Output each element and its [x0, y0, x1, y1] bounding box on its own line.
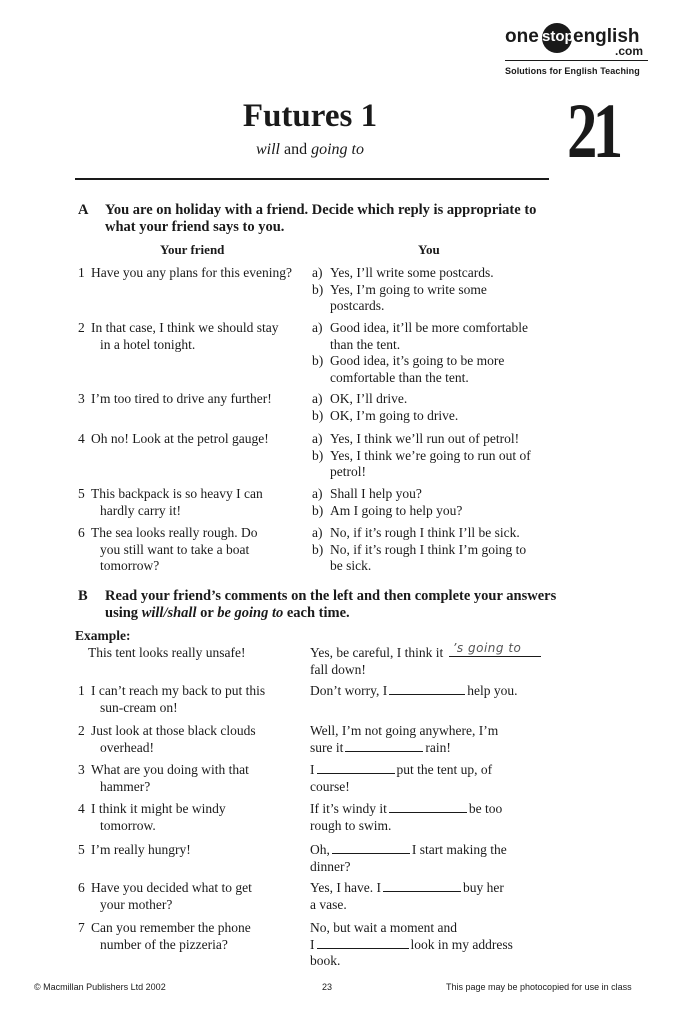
- option-b-text: [330, 448, 560, 481]
- friend-comment-line1: This backpack is so heavy I can: [91, 486, 263, 501]
- logo-com: .com: [615, 44, 644, 58]
- option-b-line2: petrol!: [330, 464, 366, 479]
- friend-comment-line1: I can’t reach my back to put this: [91, 683, 266, 698]
- option-b-text: [330, 408, 560, 425]
- example-label: Example:: [75, 628, 131, 643]
- option-b-line1: No, if it’s rough I think I’m going to: [330, 541, 527, 557]
- friend-comment-line2: your mother?: [100, 896, 173, 912]
- friend-comment-line1: I’m really hungry!: [91, 842, 191, 857]
- friend-comment-line1: I think it might be windy: [91, 801, 226, 816]
- friend-comment-line2: sun-cream on!: [100, 699, 178, 715]
- friend-comment-line1: The sea looks really rough. Do: [91, 525, 258, 540]
- answer-text: [310, 920, 560, 970]
- friend-comment-line2: you still want to take a boat: [100, 541, 250, 557]
- option-a-text: [330, 486, 560, 503]
- friend-comment-line2: in a hotel tonight.: [100, 336, 196, 352]
- option-a-text: [330, 320, 560, 353]
- option-a-line1: Good idea, it’ll be more comfortable: [330, 320, 528, 335]
- friend-comment: [91, 880, 306, 913]
- friend-comment-line1: Just look at those black clouds: [91, 723, 256, 738]
- friend-comment-line1: Can you remember the phone: [91, 920, 251, 935]
- option-a-letter: a): [312, 486, 323, 501]
- friend-comment-line1: Oh no! Look at the petrol gauge!: [91, 431, 269, 446]
- friend-comment-line2: overhead!: [100, 739, 154, 755]
- section-b-instruction: [105, 588, 565, 622]
- option-b-line1: Yes, I’m going to write some: [330, 281, 487, 297]
- answer-line2-start: course!: [310, 778, 350, 794]
- option-b-line2: postcards.: [330, 298, 385, 313]
- footer-note: This page may be photocopied for use in class: [446, 982, 632, 992]
- example-answer-blank: [449, 641, 541, 657]
- logo-tagline: Solutions for English Teaching: [505, 66, 640, 76]
- friend-comment: [91, 920, 306, 953]
- option-b-text: [330, 503, 560, 520]
- subtitle-going-to: going to: [311, 141, 364, 158]
- option-b-line1: Good idea, it’s going to be more: [330, 353, 505, 368]
- answer-line2-end: look in my address: [410, 936, 513, 952]
- answer-line1-end: buy her: [463, 880, 504, 895]
- exercise-a-item: [0, 525, 684, 585]
- page-title: Futures 1: [242, 98, 378, 134]
- option-b-text: [330, 353, 560, 386]
- answer-line1-start: I: [310, 762, 315, 777]
- friend-comment: [91, 801, 306, 834]
- section-b-instruction-text: Read your friend’s comments on the left and then complete your answers using: [105, 588, 557, 621]
- answer-line2-start: dinner?: [310, 858, 351, 874]
- section-b-or: or: [196, 605, 218, 621]
- item-number: 1: [78, 683, 85, 698]
- answer-line1-end: put the tent up, of: [396, 762, 493, 777]
- answer-blank: [383, 880, 461, 892]
- friend-comment: [91, 265, 306, 282]
- friend-comment: [91, 486, 306, 519]
- option-b-letter: b): [312, 447, 324, 463]
- example-right-line1: Yes, be careful, I think it: [310, 645, 444, 660]
- example-right: [310, 641, 560, 678]
- friend-comment: [91, 683, 306, 716]
- subtitle-will: will: [255, 141, 280, 158]
- answer-text: [310, 683, 560, 700]
- item-number: 4: [78, 801, 85, 816]
- section-b-be-going-to: be going to: [217, 605, 284, 621]
- item-number: 5: [78, 486, 85, 501]
- example-answer: ’s going to: [452, 641, 522, 655]
- section-b-letter: B: [78, 588, 88, 604]
- friend-comment: [91, 320, 306, 353]
- exercise-b-item: [0, 920, 684, 970]
- option-b-line1: Yes, I think we’re going to run out of: [330, 447, 531, 463]
- option-b-letter: b): [312, 407, 324, 423]
- answer-text: [310, 842, 560, 875]
- exercise-a-item: [0, 320, 684, 385]
- answer-line2-start: a vase.: [310, 896, 347, 912]
- section-a-instruction: You are on holiday with a friend. Decide which reply is appropriate to what your friend says to you.: [105, 202, 537, 235]
- option-b-letter: b): [312, 281, 324, 297]
- friend-comment-line2: number of the pizzeria?: [100, 936, 228, 952]
- option-b-text: [330, 282, 560, 315]
- onestopenglish-logo: [505, 24, 650, 80]
- column-header-friend: Your friend: [160, 242, 225, 257]
- option-a-letter: a): [312, 320, 323, 335]
- item-number: 6: [78, 880, 85, 895]
- exercise-a-item: [0, 431, 684, 491]
- answer-line1-start: No, but wait a moment and: [310, 920, 457, 935]
- answer-text: [310, 880, 560, 913]
- option-b-line1: Am I going to help you?: [330, 502, 463, 518]
- logo-one: one: [505, 26, 539, 47]
- item-number: 6: [78, 525, 85, 540]
- answer-line3: book.: [310, 953, 341, 968]
- option-a-line1: OK, I’ll drive.: [330, 391, 408, 406]
- answer-blank: [389, 683, 465, 695]
- column-header-you: You: [418, 242, 440, 257]
- answer-text: [310, 723, 560, 756]
- option-a-text: [330, 265, 560, 282]
- answer-blank: [317, 762, 395, 774]
- friend-comment-line1: Have you any plans for this evening?: [91, 265, 292, 280]
- answer-line2-end: rain!: [425, 739, 451, 755]
- answer-line1-start: Yes, I have. I: [310, 880, 381, 895]
- item-number: 2: [78, 723, 85, 738]
- friend-comment: [91, 723, 306, 756]
- option-b-letter: b): [312, 541, 324, 557]
- option-a-text: [330, 431, 560, 448]
- option-a-letter: a): [312, 431, 323, 446]
- header-divider: [75, 178, 549, 180]
- answer-blank: [389, 801, 467, 813]
- option-a-line1: Shall I help you?: [330, 486, 422, 501]
- option-a-line1: Yes, I’ll write some postcards.: [330, 265, 494, 280]
- section-a-letter: A: [78, 202, 89, 218]
- option-a-text: [330, 391, 560, 408]
- answer-blank: [332, 842, 410, 854]
- answer-line1-start: Oh,: [310, 842, 330, 857]
- answer-line1-end: be too: [468, 801, 503, 816]
- item-number: 1: [78, 265, 85, 280]
- friend-comment-line2: hammer?: [100, 778, 151, 794]
- option-b-letter: b): [312, 502, 324, 518]
- option-a-letter: a): [312, 265, 323, 280]
- logo-english: english: [573, 26, 640, 47]
- option-a-line1: No, if it’s rough I think I’ll be sick.: [330, 525, 520, 540]
- exercise-a-item: [0, 265, 684, 325]
- logo-divider: [505, 60, 648, 61]
- section-b-end: each time.: [283, 605, 350, 621]
- answer-line1-start: Don’t worry, I: [310, 683, 388, 698]
- option-a-line1: Yes, I think we’ll run out of petrol!: [330, 431, 520, 446]
- answer-line2-start: I: [310, 936, 315, 952]
- footer-page-number: 23: [322, 982, 333, 992]
- friend-comment-line1: Have you decided what to get: [91, 880, 252, 895]
- answer-line1-start: Well, I’m not going anywhere, I’m: [310, 723, 499, 738]
- answer-line1-start: If it’s windy it: [310, 801, 387, 816]
- friend-comment: [91, 762, 306, 795]
- friend-comment: [91, 431, 306, 448]
- item-number: 5: [78, 842, 85, 857]
- option-b-line2: be sick.: [330, 558, 372, 573]
- option-a-line2: than the tent.: [330, 336, 401, 352]
- option-b-text: [330, 542, 560, 575]
- answer-line2-start: rough to swim.: [310, 817, 392, 833]
- unit-number: 21: [567, 87, 619, 174]
- friend-comment-line1: I’m too tired to drive any further!: [91, 391, 272, 406]
- friend-comment: [91, 842, 306, 859]
- answer-line1-end: I start making the: [411, 842, 507, 857]
- answer-text: [310, 762, 560, 795]
- example-left: This tent looks really unsafe!: [88, 645, 246, 660]
- option-a-letter: a): [312, 525, 323, 540]
- logo-stop-circle: stop: [542, 23, 572, 53]
- item-number: 3: [78, 391, 85, 406]
- option-b-letter: b): [312, 353, 324, 368]
- friend-comment-line2: hardly carry it!: [100, 502, 181, 518]
- answer-line1-end: help you.: [467, 683, 518, 698]
- item-number: 3: [78, 762, 85, 777]
- answer-line2-start: sure it: [310, 739, 344, 755]
- friend-comment: [91, 525, 306, 575]
- example-right-line2: fall down!: [310, 661, 366, 677]
- answer-blank: [345, 740, 423, 752]
- subtitle-and: and: [284, 141, 308, 158]
- item-number: 2: [78, 320, 85, 335]
- item-number: 7: [78, 920, 85, 935]
- friend-comment-line3: tomorrow?: [100, 558, 160, 573]
- footer-copyright: © Macmillan Publishers Ltd 2002: [34, 982, 166, 992]
- friend-comment: [91, 391, 306, 408]
- option-a-letter: a): [312, 391, 323, 406]
- option-b-line2: comfortable than the tent.: [330, 369, 469, 385]
- friend-comment-line1: What are you doing with that: [91, 762, 249, 777]
- option-a-text: [330, 525, 560, 542]
- option-b-line1: OK, I’m going to drive.: [330, 407, 459, 423]
- page-subtitle: [0, 141, 620, 159]
- answer-blank: [317, 937, 409, 949]
- friend-comment-line1: In that case, I think we should stay: [91, 320, 279, 335]
- section-b-will-shall: will/shall: [141, 605, 197, 621]
- friend-comment-line2: tomorrow.: [100, 817, 156, 833]
- item-number: 4: [78, 431, 85, 446]
- answer-text: [310, 801, 560, 834]
